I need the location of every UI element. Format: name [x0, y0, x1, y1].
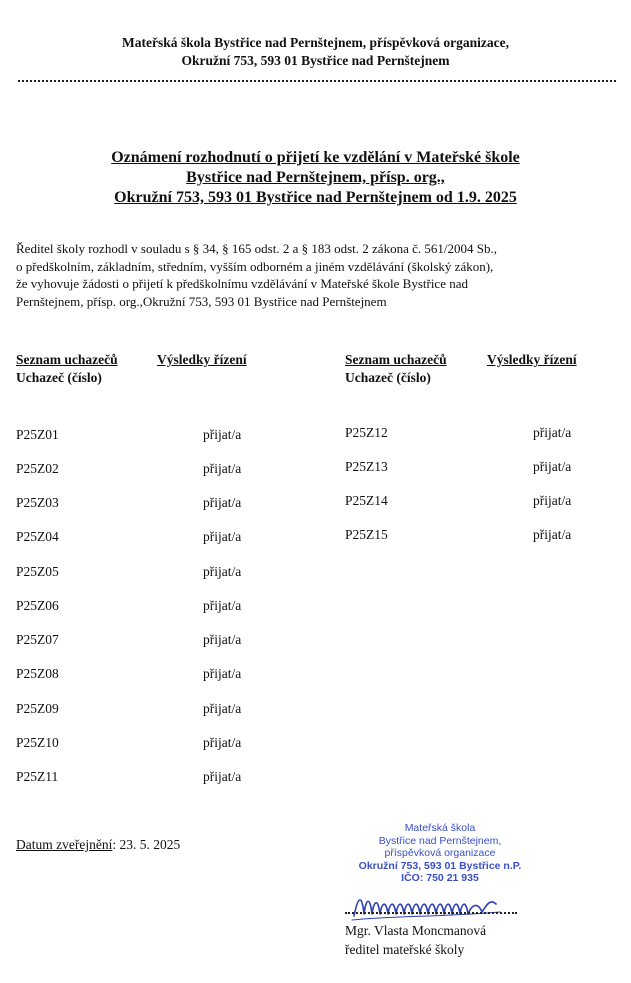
applicant-id: P25Z07	[16, 632, 59, 647]
stamp-line5: IČO: 750 21 935	[401, 872, 479, 884]
applicant-result: přijat/a	[203, 495, 242, 510]
applicant-id: P25Z05	[16, 564, 59, 579]
stamp-line1: Mateřská škola	[404, 822, 476, 834]
left-column-header	[16, 351, 118, 387]
signer-role: ředitel mateřské školy	[345, 942, 465, 957]
publication-date	[16, 836, 180, 854]
school-header-line1: Mateřská škola Bystřice nad Pernštejnem, příspěvková organizace,	[122, 35, 509, 50]
signer-name: Mgr. Vlasta Moncmanová	[345, 923, 487, 938]
applicant-row	[16, 494, 59, 511]
applicant-result: přijat/a	[533, 459, 572, 474]
right-results-header	[487, 351, 577, 369]
applicant-row	[16, 460, 59, 477]
stamp-line3: příspěvková organizace	[384, 847, 496, 859]
applicant-row	[16, 563, 59, 580]
applicant-id: P25Z08	[16, 666, 59, 681]
signature-dotted-line	[345, 912, 517, 914]
applicant-row	[345, 458, 388, 475]
handwritten-signature	[350, 890, 520, 924]
applicant-result: přijat/a	[203, 701, 242, 716]
document-title-line3: Okružní 753, 593 01 Bystřice nad Pernštejnem od 1.9. 2025	[114, 189, 517, 206]
applicant-result: přijat/a	[203, 666, 242, 681]
results-header: Výsledky řízení	[157, 352, 247, 367]
applicant-id: P25Z15	[345, 527, 388, 542]
applicant-result: přijat/a	[203, 564, 242, 579]
applicant-id: P25Z11	[16, 769, 59, 784]
applicant-result: přijat/a	[203, 427, 242, 442]
applicant-result: přijat/a	[203, 529, 242, 544]
signer-block	[345, 921, 486, 959]
decision-line4: Pernštejnem, přísp. org.,Okružní 753, 593 01 Bystřice nad Pernštejnem	[16, 293, 387, 309]
applicant-row	[16, 734, 59, 751]
applicant-result: přijat/a	[533, 425, 572, 440]
applicant-id: P25Z06	[16, 598, 59, 613]
applicant-row	[16, 665, 59, 682]
applicant-row	[345, 492, 388, 509]
applicant-number-header: Uchazeč (číslo)	[345, 370, 431, 385]
stamp-line4: Okružní 753, 593 01 Bystřice n.P.	[358, 859, 522, 872]
applicant-list-header: Seznam uchazečů	[345, 352, 447, 367]
applicant-result: přijat/a	[203, 632, 242, 647]
applicant-id: P25Z14	[345, 493, 388, 508]
applicant-id: P25Z12	[345, 425, 388, 440]
applicant-result: přijat/a	[203, 735, 242, 750]
applicant-row	[16, 597, 59, 614]
applicant-id: P25Z01	[16, 427, 59, 442]
right-column-header	[345, 351, 447, 387]
school-stamp	[345, 822, 535, 885]
applicant-row	[345, 424, 388, 441]
applicant-result: přijat/a	[203, 461, 242, 476]
applicant-id: P25Z02	[16, 461, 59, 476]
applicant-result: přijat/a	[203, 598, 242, 613]
document-title-line1: Oznámení rozhodnutí o přijetí ke vzdělání v Mateřské škole	[111, 149, 520, 166]
document-title	[0, 148, 631, 208]
applicant-number-header: Uchazeč (číslo)	[16, 370, 102, 385]
applicant-result: přijat/a	[533, 527, 572, 542]
school-header	[0, 34, 631, 70]
decision-line1: Ředitel školy rozhodl v souladu s § 34, § 165 odst. 2 a § 183 odst. 2 zákona č. 561/2004 Sb.,	[16, 241, 497, 256]
school-header-line2: Okružní 753, 593 01 Bystřice nad Pernštejnem	[181, 53, 450, 68]
applicant-result: přijat/a	[203, 769, 242, 784]
publication-date-value: : 23. 5. 2025	[112, 837, 181, 852]
publication-date-label: Datum zveřejnění	[16, 837, 113, 852]
stamp-line2: Bystřice nad Pernštejnem,	[378, 834, 502, 847]
applicant-id: P25Z04	[16, 529, 59, 544]
left-results-header	[157, 351, 247, 369]
results-header: Výsledky řízení	[487, 352, 577, 367]
applicant-id: P25Z10	[16, 735, 59, 750]
decision-line2: o předškolním, základním, středním, vyšším odborném a jiném vzdělávání (školský zákon),	[16, 258, 494, 274]
applicant-row	[16, 768, 58, 785]
applicant-row	[16, 426, 59, 443]
applicant-row	[16, 631, 59, 648]
applicant-row	[16, 700, 59, 717]
applicant-id: P25Z03	[16, 495, 59, 510]
applicant-row	[345, 526, 388, 543]
applicant-id: P25Z09	[16, 701, 59, 716]
applicant-result: přijat/a	[533, 493, 572, 508]
decision-paragraph	[16, 240, 616, 310]
applicant-list-header: Seznam uchazečů	[16, 352, 118, 367]
document-title-line2: Bystřice nad Pernštejnem, přísp. org.,	[186, 169, 445, 186]
decision-line3: že vyhovuje žádosti o přijetí k předškolnímu vzdělávání v Mateřské škole Bystřice nad	[16, 276, 468, 291]
applicant-id: P25Z13	[345, 459, 388, 474]
header-dotted-separator	[18, 80, 616, 82]
applicant-row	[16, 528, 59, 545]
